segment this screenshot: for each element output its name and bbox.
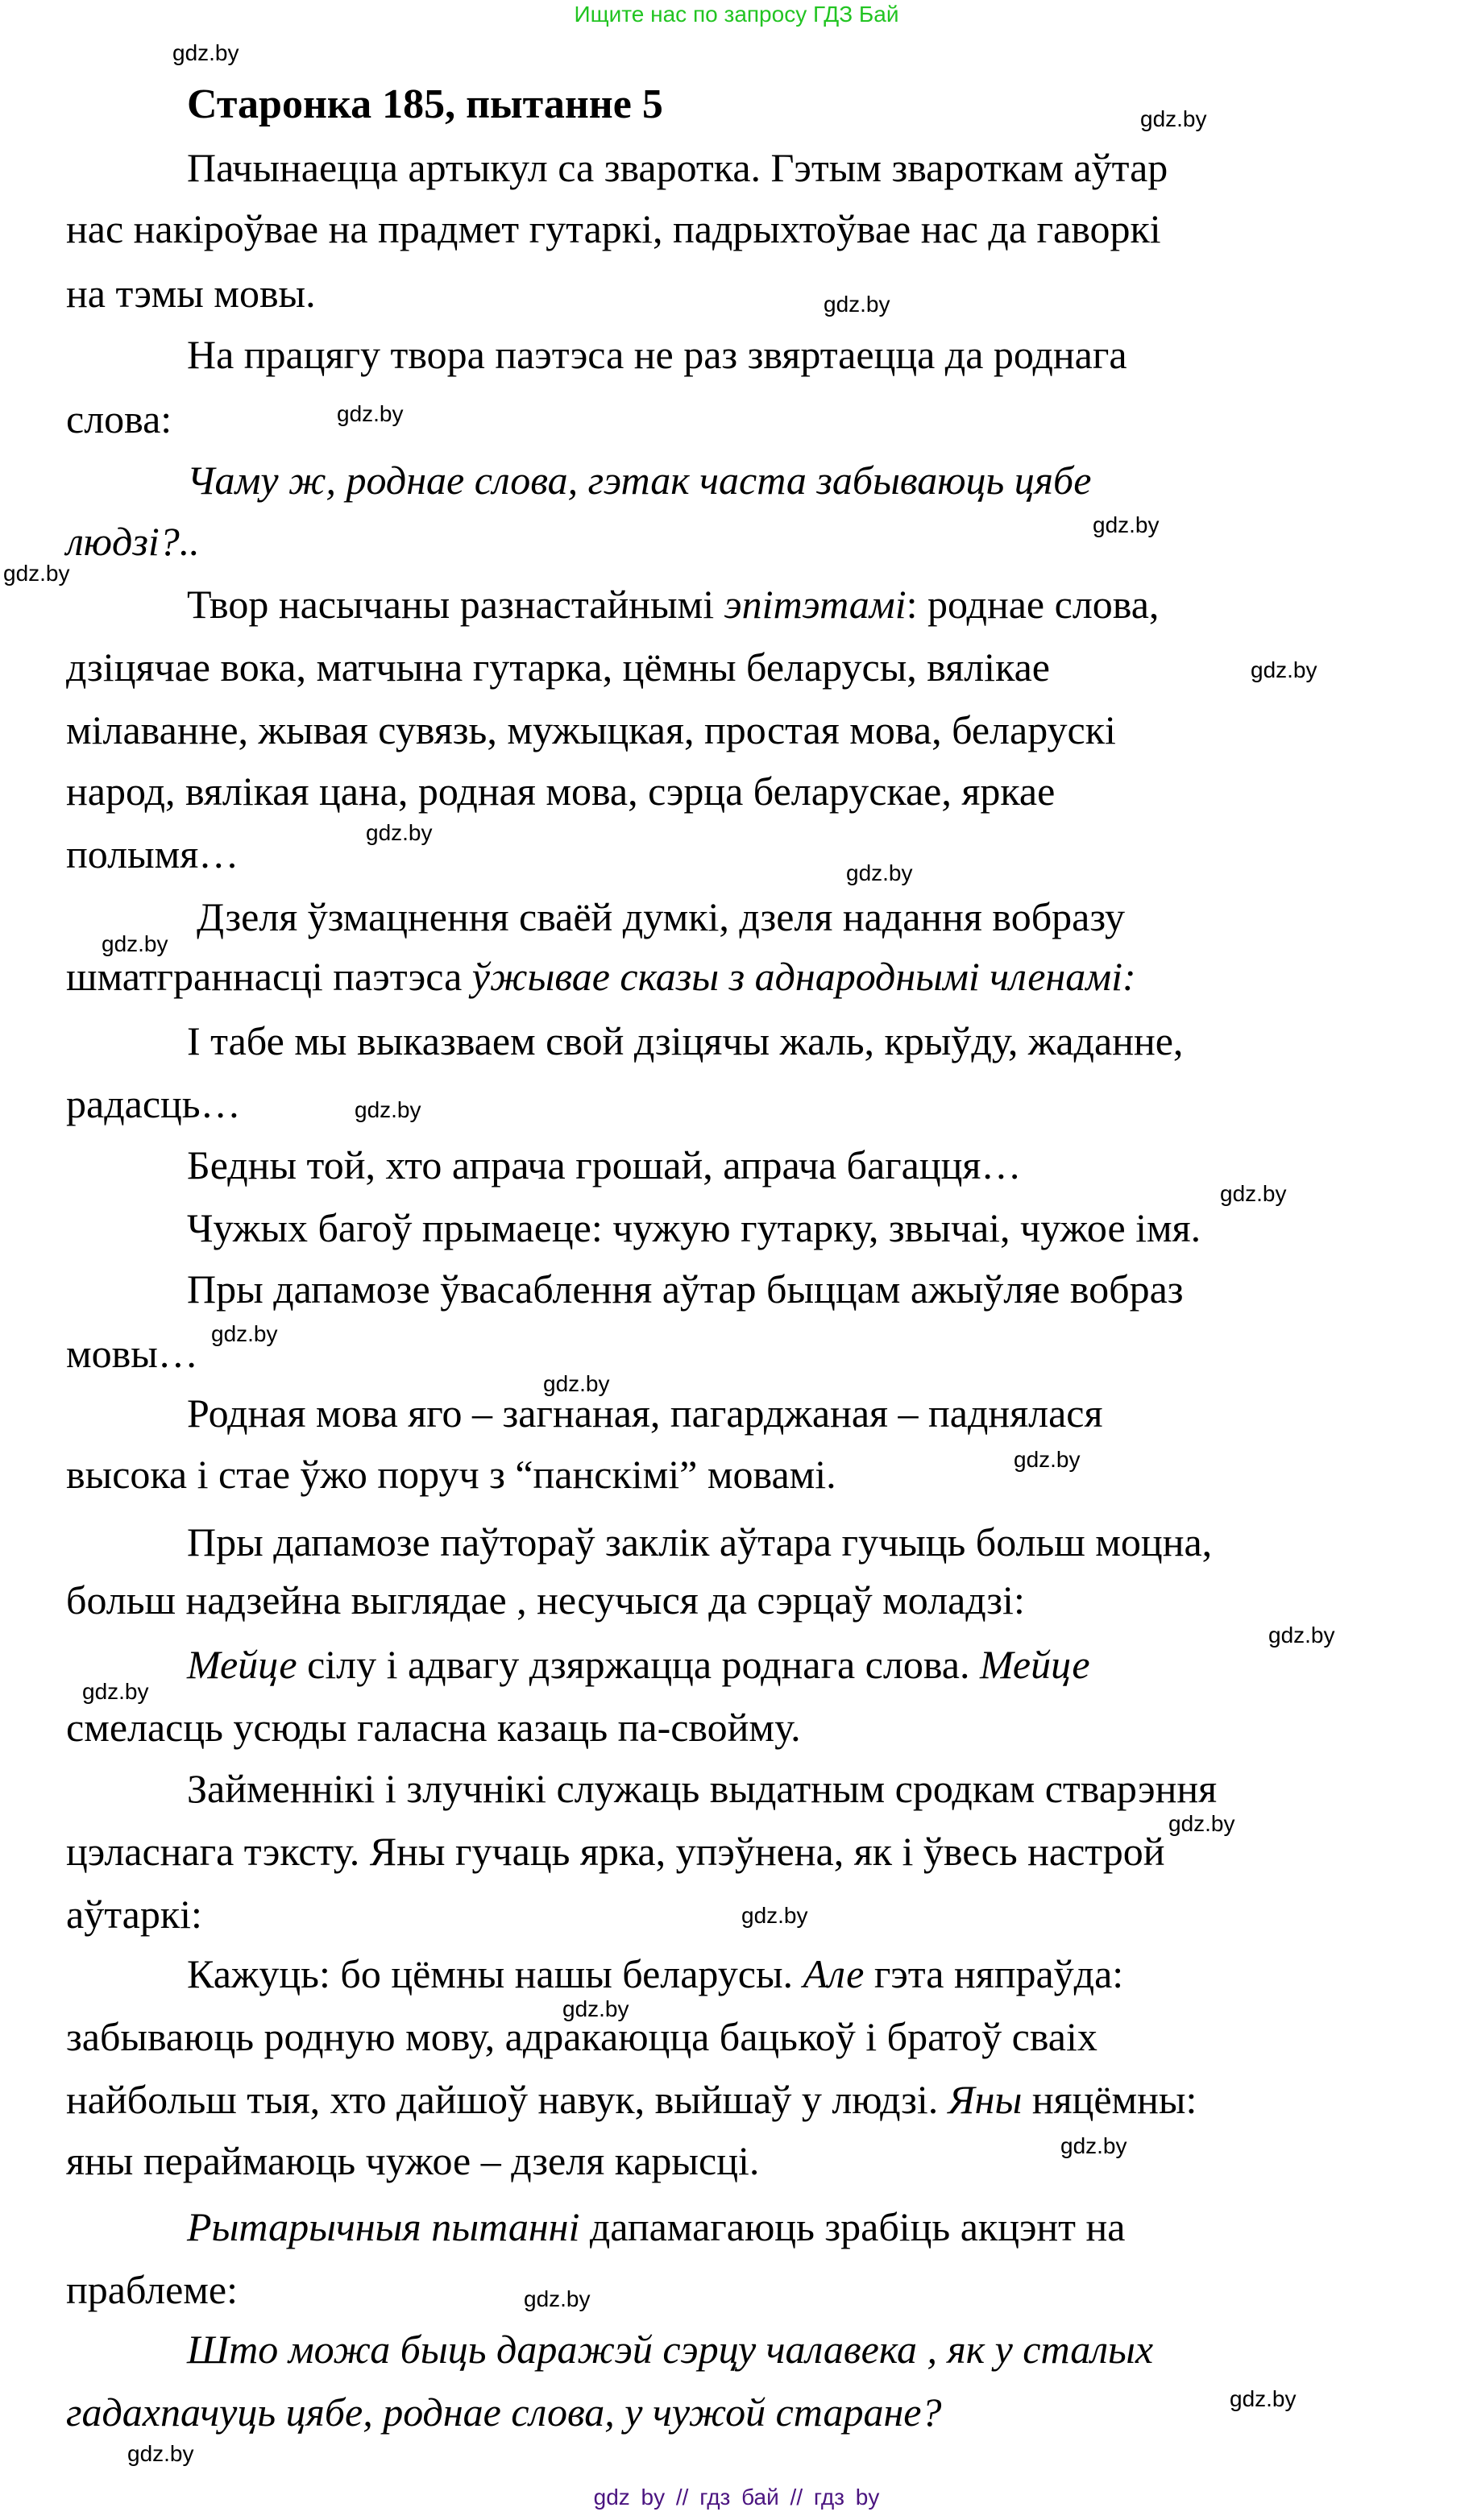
text-line <box>187 1389 1103 1437</box>
text-span: полымя… <box>66 831 239 877</box>
watermark: gdz.by <box>127 2441 194 2466</box>
text-line <box>66 1890 202 1938</box>
text-span: Пры дапамозе ўвасаблення аўтар быццам ажыўляе вобраз <box>187 1266 1184 1312</box>
watermark: gdz.by <box>337 401 404 426</box>
text-line <box>66 643 1050 691</box>
text-span: Бедны той, хто апрача грошай, апрача багацця… <box>187 1142 1022 1187</box>
watermark: gdz.by <box>543 1371 610 1396</box>
text-span: праблеме: <box>66 2267 239 2312</box>
text-span: найбольш тыя, хто дайшоў навук, выйшаў у людзі. <box>66 2077 948 2122</box>
text-line <box>66 952 1136 1001</box>
text-span: дзіцячае вока, матчына гутарка, цёмны беларусы, вялікае <box>66 645 1050 690</box>
watermark: gdz.by <box>1093 512 1160 537</box>
watermark: gdz.by <box>355 1097 421 1122</box>
text-line <box>187 580 1159 628</box>
text-line <box>187 1950 1123 1998</box>
text-line <box>66 1827 1165 1875</box>
footer-links: gdz by // гдз бай // гдз by <box>593 2485 880 2510</box>
text-line <box>187 1265 1184 1313</box>
text-span: На працягу твора паэтэса не раз звяртаецца да роднага <box>187 332 1127 377</box>
text-span: на тэмы мовы. <box>66 271 316 316</box>
italic-text: Яны <box>948 2077 1023 2122</box>
text-span: : роднае слова, <box>906 582 1160 627</box>
text-span: забываюць родную мову, адракаюцца бацькоў і братоў сваіх <box>66 2014 1097 2059</box>
text-span: аўтаркі: <box>66 1892 202 1937</box>
text-span: цэласнага тэксту. Яны гучаць ярка, упэўнена, як і ўвесь настрой <box>66 1829 1165 1874</box>
watermark: gdz.by <box>172 40 239 65</box>
italic-text: Што можа быць даражэй сэрцу чалавека , як у сталых <box>187 2327 1154 2372</box>
text-span: сілу і адвагу дзяржацца роднага слова. <box>297 1642 980 1687</box>
text-line <box>187 1518 1212 1566</box>
text-line <box>66 205 1161 253</box>
text-span: слова: <box>66 396 172 441</box>
watermark: gdz.by <box>366 820 433 845</box>
watermark: gdz.by <box>524 2286 591 2311</box>
watermark: gdz.by <box>3 561 70 586</box>
text-line <box>66 1080 241 1128</box>
watermark: gdz.by <box>1140 106 1207 131</box>
text-line <box>66 2388 941 2436</box>
watermark: gdz.by <box>1168 1811 1235 1836</box>
site-banner: Ищите нас по запросу ГДЗ Бай <box>574 2 899 27</box>
text-line <box>66 1703 801 1751</box>
text-line <box>66 2075 1197 2124</box>
text-line <box>66 830 239 878</box>
italic-text: Рытарычныя пытанні <box>187 2204 580 2249</box>
italic-text: ўжывае сказы з аднароднымі членамі: <box>471 954 1136 999</box>
italic-text: Але <box>803 1951 865 1996</box>
page-title: Старонка 185, пытанне 5 <box>187 81 663 127</box>
text-line <box>66 767 1055 815</box>
watermark: gdz.by <box>824 292 890 317</box>
text-line <box>187 1204 1201 1252</box>
text-line <box>66 1329 198 1378</box>
text-span: Займеннікі і злучнікі служаць выдатным сродкам стварэння <box>187 1766 1218 1811</box>
text-line <box>66 2265 238 2314</box>
text-span: Твор насычаны разнастайнымі <box>187 582 724 627</box>
text-span: няцёмны: <box>1022 2077 1197 2122</box>
text-span: Дзеля ўзмацнення сваёй думкі, дзеля надання вобразу <box>197 894 1126 939</box>
text-line <box>66 269 316 317</box>
text-span: мілаванне, жывая сувязь, мужыцкая, простая мова, беларускі <box>66 707 1116 752</box>
watermark: gdz.by <box>562 1996 629 2021</box>
text-line <box>66 706 1116 754</box>
text-line <box>187 330 1127 379</box>
text-line <box>66 395 172 443</box>
text-span: нас накіроўвае на прадмет гутаркі, падрыхтоўвае нас да гаворкі <box>66 206 1161 251</box>
text-span: высока і стае ўжо поруч з “панскімі” мовамі. <box>66 1452 836 1497</box>
watermark: gdz.by <box>1230 2386 1297 2411</box>
text-line <box>187 1764 1217 1813</box>
watermark: gdz.by <box>1014 1447 1081 1472</box>
watermark: gdz.by <box>1220 1181 1287 1206</box>
text-span: Чужых багоў прымаеце: чужую гутарку, звычаі, чужое імя. <box>187 1205 1201 1250</box>
text-span: народ, вялікая цана, родная мова, сэрца беларускае, яркае <box>66 769 1056 814</box>
watermark: gdz.by <box>82 1679 149 1704</box>
text-line <box>187 1141 1021 1189</box>
text-span: радасць… <box>66 1081 241 1126</box>
italic-text: Мейце <box>979 1642 1090 1687</box>
text-span: смеласць усюды галасна казаць па-свойму. <box>66 1705 801 1750</box>
text-span: гэта няпраўда: <box>864 1951 1124 1996</box>
text-line <box>187 2203 1125 2251</box>
text-span: Родная мова яго – загнаная, пагарджаная – паднялася <box>187 1391 1103 1436</box>
italic-text: Мейце <box>187 1642 297 1687</box>
italic-text: Чаму ж, роднае слова, гэтак часта забываюць цябе <box>187 458 1092 503</box>
text-line <box>66 517 200 566</box>
text-span: Кажуць: бо цёмны нашы беларусы. <box>187 1951 803 1996</box>
text-line <box>187 456 1091 504</box>
text-line <box>187 143 1168 192</box>
watermark: gdz.by <box>1060 2133 1127 2158</box>
text-span: больш надзейна выглядае , несучыся да сэрцаў моладзі: <box>66 1577 1025 1623</box>
text-line <box>197 893 1125 941</box>
watermark: gdz.by <box>102 931 168 956</box>
watermark: gdz.by <box>741 1903 808 1928</box>
text-line <box>187 1640 1090 1689</box>
italic-text: эпітэтамі <box>724 582 907 627</box>
italic-text: гадахпачуць цябе, роднае слова, у чужой старане? <box>66 2389 942 2435</box>
text-span: мовы… <box>66 1331 198 1376</box>
watermark: gdz.by <box>846 860 913 885</box>
text-line <box>66 1450 836 1498</box>
text-span: шматграннасці паэтэса <box>66 954 472 999</box>
text-span: Пачынаецца артыкул са зваротка. Гэтым звароткам аўтар <box>187 145 1168 190</box>
watermark: gdz.by <box>1251 657 1317 682</box>
text-span: І табе мы выказваем свой дзіцячы жаль, крыўду, жаданне, <box>187 1018 1184 1063</box>
watermark: gdz.by <box>1268 1623 1335 1648</box>
text-line <box>187 2325 1153 2373</box>
text-span: Пры дапамозе паўтораў заклік аўтара гучыць больш моцна, <box>187 1519 1213 1565</box>
text-line <box>187 1017 1183 1065</box>
watermark: gdz.by <box>211 1321 278 1346</box>
italic-text: людзі?.. <box>66 519 200 564</box>
text-span: дапамагаюць зрабіць акцэнт на <box>579 2204 1126 2249</box>
text-span: яны пераймаюць чужое – дзеля карысці. <box>66 2138 760 2183</box>
text-line <box>66 2137 759 2185</box>
text-line <box>66 1576 1025 1624</box>
